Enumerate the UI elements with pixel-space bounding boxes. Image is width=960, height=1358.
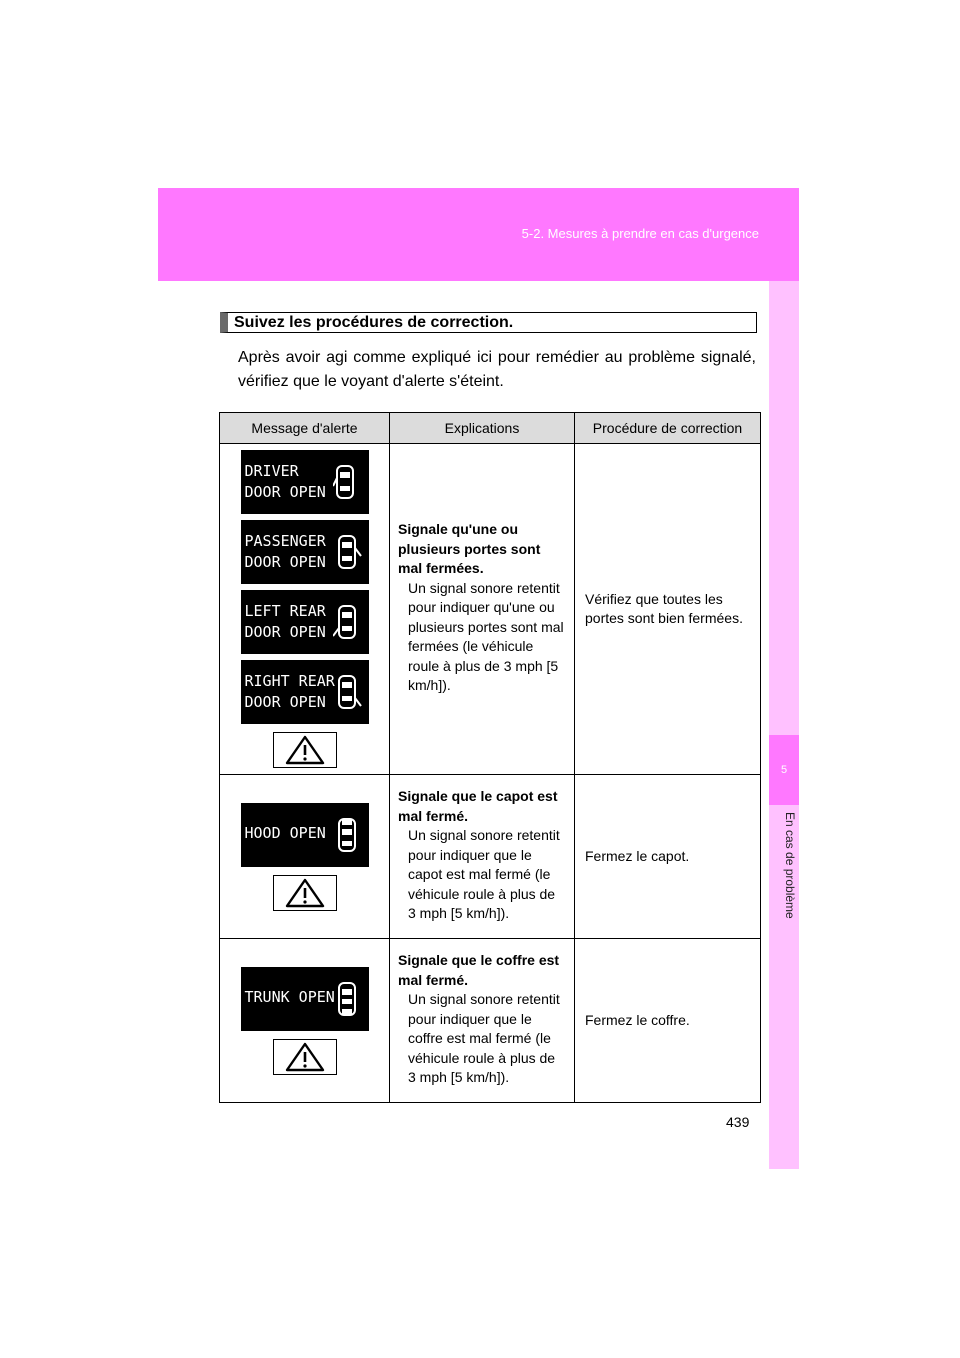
procedure-cell: Fermez le capot. [575,775,761,939]
screen-line: DOOR OPEN [244,693,326,711]
screen-line: LEFT REAR [244,602,326,620]
explanation-lead: Signale que le coffre est mal fermé. [398,952,560,988]
display-screen [241,450,369,514]
explanation-detail: Un signal sonore retentit pour indiquer que le capot est mal fermé (le véhicule roule à plus de 3 mph [5 km/h]). [408,827,560,922]
message-cell [220,775,390,939]
screen-line: RIGHT REAR [244,672,335,690]
screen-line: DOOR OPEN [244,623,326,641]
explanation-detail: Un signal sonore retentit pour indiquer que le coffre est mal fermé (le véhicule roule à plus de 3 mph [5 km/h]). [408,991,560,1086]
car-top-view-icon [333,981,363,1017]
procedure-cell: Vérifiez que toutes les portes sont bien fermées. [575,444,761,775]
screen-line: DOOR OPEN [244,553,326,571]
car-top-view-icon [333,604,363,640]
section-heading: Suivez les procédures de correction. [220,312,757,333]
header-message: Message d'alerte [220,413,390,444]
display-screen [241,520,369,584]
display-screen [241,660,369,724]
explanation-cell [390,939,575,1103]
car-top-view-icon [333,464,363,500]
car-top-view-icon [333,817,363,853]
display-screen [241,590,369,654]
table-header-row [220,413,761,444]
table-row [220,775,761,939]
explanation-cell [390,775,575,939]
car-top-view-icon [333,674,363,710]
screen-line: TRUNK OPEN [244,987,335,1006]
display-screen [241,803,369,867]
screen-line: HOOD OPEN [244,823,326,842]
message-cell [220,939,390,1103]
screen-line: PASSENGER [244,532,326,550]
explanation-cell [390,444,575,775]
warning-triangle-icon [273,1039,337,1075]
page-number: 439 [726,1114,750,1130]
warning-triangle-icon [273,875,337,911]
warning-triangle-icon [273,732,337,768]
warning-table [219,412,761,1103]
explanation-lead: Signale que le capot est mal fermé. [398,788,558,824]
display-screen [241,967,369,1031]
car-top-view-icon [333,534,363,570]
header-procedure: Procédure de correction [575,413,761,444]
procedure-cell: Fermez le coffre. [575,939,761,1103]
chapter-label: En cas de problème [783,812,797,919]
explanation-lead: Signale qu'une ou plusieurs portes sont mal fermées. [398,521,541,577]
intro-paragraph: Après avoir agi comme expliqué ici pour remédier au problème signalé, vérifiez que le voyant d'alerte s'éteint. [238,349,756,390]
header-band [158,188,799,281]
message-cell [220,444,390,775]
explanation-detail: Un signal sonore retentit pour indiquer qu'une ou plusieurs portes sont mal fermées (le véhicule roule à plus de 3 mph [5 km/h]). [408,579,564,694]
header-explanations: Explications [390,413,575,444]
screen-line: DRIVER [244,462,299,480]
table-row [220,444,761,775]
screen-line: DOOR OPEN [244,483,326,501]
chapter-tab: 5 [769,735,799,805]
side-strip [769,281,799,1169]
table-row [220,939,761,1103]
section-title: 5-2. Mesures à prendre en cas d'urgence [521,226,759,241]
